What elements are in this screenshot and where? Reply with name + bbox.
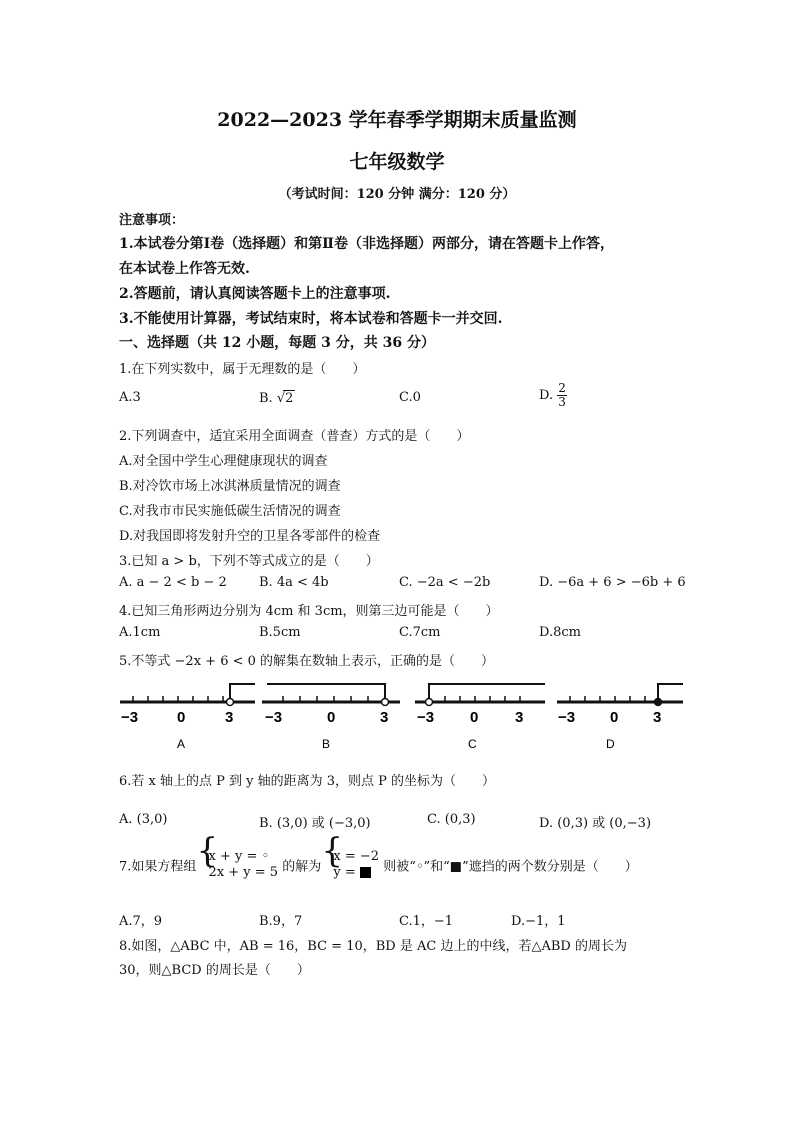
q2-option-b: B.对冷饮市场上冰淇淋质量情况的调查: [119, 479, 341, 494]
tick-label: 3: [515, 709, 524, 726]
q6-option-a: A. (3,0): [119, 812, 168, 827]
q1-stem: 1.在下列实数中，属于无理数的是（ ）: [119, 362, 366, 377]
tick-label: 3: [653, 709, 662, 726]
q1-option-d-fraction: [557, 382, 567, 409]
exam-title: 2022—2023 学年春季学期期末质量监测: [217, 109, 577, 131]
q7-option-b: B.9，7: [259, 914, 303, 929]
tick-label: 0: [470, 709, 479, 726]
q1-option-a: A.3: [119, 390, 141, 405]
q1-option-c: C.0: [399, 390, 421, 405]
q3-stem: 3.已知 a > b，下列不等式成立的是（ ）: [119, 554, 379, 569]
note-2: 2.答题前，请认真阅读答题卡上的注意事项.: [119, 286, 391, 302]
tick-label: −3: [121, 709, 139, 726]
q6-stem: 6.若 x 轴上的点 P 到 y 轴的距离为 3，则点 P 的坐标为（ ）: [119, 774, 496, 789]
exam-time-info: （考试时间：120 分钟 满分：120 分）: [278, 187, 516, 202]
q7-middle: 的解为: [282, 859, 322, 875]
section-1-heading: 一、选择题（共 12 小题，每题 3 分，共 36 分）: [119, 335, 435, 351]
q7-prefix: 7.如果方程组: [119, 859, 197, 875]
notes-heading: 注意事项：: [119, 213, 185, 228]
q7-solution-2-row: [333, 865, 379, 881]
number-line-c: [415, 684, 545, 751]
q7-option-d: D.−1，1: [511, 914, 566, 929]
q7-equation-system: [201, 849, 279, 881]
q7-option-a: A.7，9: [119, 914, 163, 929]
q1-option-b-label: B.: [259, 391, 273, 406]
solution-ray: [658, 684, 683, 702]
q3-option-c: C. −2a < −2b: [399, 575, 491, 590]
solution-ray: [230, 684, 255, 702]
tick-label: 0: [177, 709, 186, 726]
q4-option-c: C.7cm: [399, 625, 441, 640]
masked-square-icon: [360, 867, 371, 878]
option-label: B: [322, 737, 331, 751]
q2-option-d: D.对我国即将发射升空的卫星各零部件的检查: [119, 529, 381, 544]
q8-stem-line-2: 30，则△BCD 的周长是（ ）: [119, 963, 310, 978]
q3-option-a: A. a − 2 < b − 2: [119, 575, 227, 590]
number-line-a: [120, 684, 255, 751]
option-label: A: [177, 737, 186, 751]
option-label: C: [468, 737, 477, 751]
q7-solution-1: { x = −2: [333, 849, 380, 864]
open-endpoint: [426, 699, 433, 706]
q6-option-d: D. (0,3) 或 (0,−3): [539, 816, 652, 831]
note-1-line-2: 在本试卷上作答无效.: [119, 261, 250, 277]
q1-option-d-label: D.: [539, 388, 554, 403]
q5-stem: 5.不等式 −2x + 6 < 0 的解集在数轴上表示，正确的是（ ）: [119, 654, 495, 669]
q4-stem: 4.已知三角形两边分别为 4cm 和 3cm，则第三边可能是（ ）: [119, 604, 499, 619]
open-endpoint: [227, 699, 234, 706]
tick-label: 0: [610, 709, 619, 726]
q7-stem: [119, 849, 638, 881]
fraction-denominator: 3: [558, 395, 566, 409]
tick-label: −3: [558, 709, 576, 726]
q2-stem: 2.下列调查中，适宜采用全面调查（普查）方式的是（ ）: [119, 429, 470, 444]
q1-option-b-radicand: 2: [285, 391, 294, 406]
q7-solution-2: y =: [333, 865, 356, 880]
tick-label: 0: [327, 709, 336, 726]
q1-option-b: [259, 390, 295, 406]
q2-option-a: A.对全国中学生心理健康现状的调查: [119, 454, 328, 469]
q3-option-d: D. −6a + 6 > −6b + 6: [539, 575, 686, 590]
q4-option-d: D.8cm: [539, 625, 581, 640]
fraction-numerator: 2: [558, 381, 566, 395]
option-label: D: [606, 737, 615, 751]
number-line-b: [262, 684, 400, 751]
note-3: 3.不能使用计算器，考试结束时，将本试卷和答题卡一并交回.: [119, 311, 503, 327]
open-endpoint: [382, 699, 389, 706]
tick-label: 3: [225, 709, 234, 726]
q7-suffix: 则被“◦”和“■”遮挡的两个数分别是（ ）: [383, 859, 638, 875]
q6-option-b: B. (3,0) 或 (−3,0): [259, 816, 371, 831]
q1-option-d: [539, 382, 567, 409]
closed-endpoint: [655, 699, 662, 706]
q6-option-c: C. (0,3): [427, 812, 476, 827]
q7-equation-1: { x + y = ◦: [208, 849, 270, 864]
q4-option-b: B.5cm: [259, 625, 301, 640]
sqrt-sign: √: [276, 391, 286, 406]
q2-option-c: C.对我市市民实施低碳生活情况的调查: [119, 504, 341, 519]
q7-option-c: C.1，−1: [399, 914, 454, 929]
note-1-line-1: 1.本试卷分第Ⅰ卷（选择题）和第Ⅱ卷（非选择题）两部分，请在答题卡上作答，: [119, 236, 614, 252]
q8-stem-line-1: 8.如图，△ABC 中，AB = 16，BC = 10，BD 是 AC 边上的中线，若△ABD 的周长为: [119, 939, 627, 954]
q7-solution-system: [325, 849, 379, 881]
q3-option-b: B. 4a < 4b: [259, 575, 329, 590]
number-line-d: [557, 684, 683, 751]
q5-number-lines: [115, 676, 685, 756]
solution-ray: [429, 684, 545, 702]
exam-subtitle: 七年级数学: [349, 151, 445, 173]
tick-label: −3: [417, 709, 435, 726]
tick-label: 3: [380, 709, 389, 726]
q4-option-a: A.1cm: [119, 625, 161, 640]
q7-equation-2: 2x + y = 5: [208, 865, 279, 880]
tick-label: −3: [265, 709, 283, 726]
